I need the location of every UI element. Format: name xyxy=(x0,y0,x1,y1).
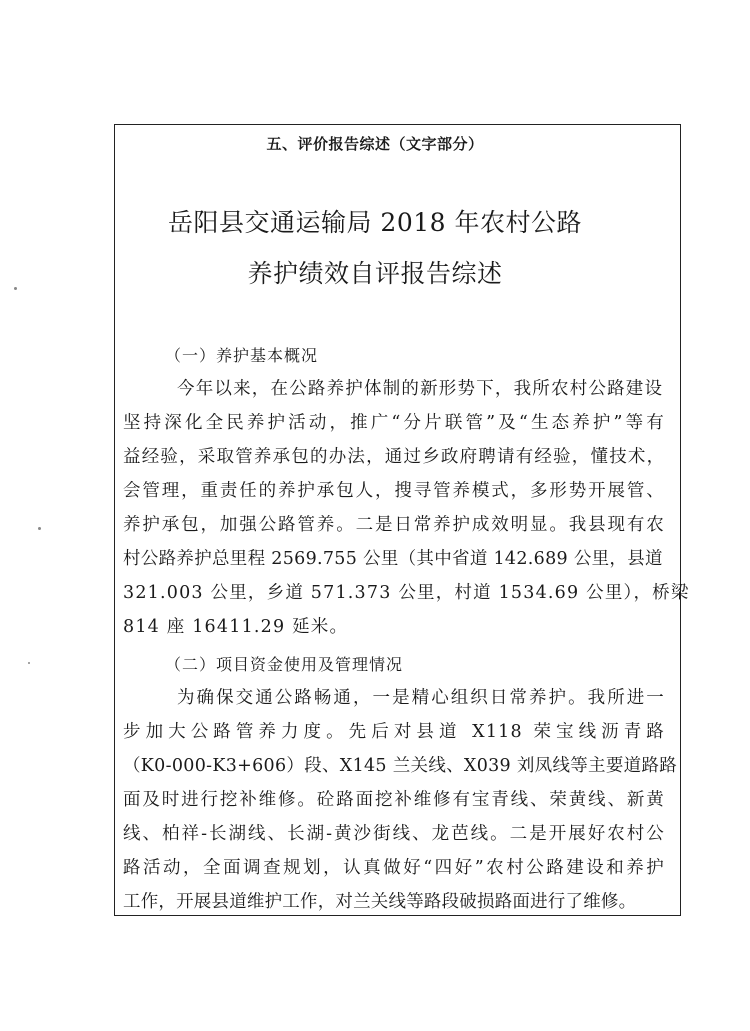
section-1-line: 益经验，采取管养承包的办法，通过乡政府聘请有经验，懂技术， xyxy=(123,447,666,467)
section-2-line: 路活动，全面调查规划，认真做好“四好”农村公路建设和养护 xyxy=(123,858,665,878)
section-2-line: 步加大公路管养力度。先后对县道 X118 荣宝线沥青路 xyxy=(123,722,665,742)
scan-speck xyxy=(28,662,30,664)
section-1-line: 321.003 公里，乡道 571.373 公里，村道 1534.69 公里），桥梁 xyxy=(123,583,690,603)
section-2-heading: （二）项目资金使用及管理情况 xyxy=(165,655,404,674)
section-2-line: 为确保交通公路畅通，一是精心组织日常养护。我所进一 xyxy=(177,688,665,708)
section-1-line: 814 座 16411.29 延米。 xyxy=(123,617,349,637)
section-1-line: 坚持深化全民养护活动，推广“分片联管”及“生态养护”等有 xyxy=(123,413,665,433)
section-2-line: 面及时进行挖补维修。砼路面挖补维修有宝青线、荣黄线、新黄 xyxy=(123,790,665,810)
report-title-line-2: 养护绩效自评报告综述 xyxy=(247,259,503,288)
section-2-line: 工作，开展县道维护工作，对兰关线等路段破损路面进行了维修。 xyxy=(123,892,637,912)
scan-speck xyxy=(14,287,17,290)
section-1-line: 今年以来，在公路养护体制的新形势下，我所农村公路建设 xyxy=(177,379,664,399)
section-1-heading: （一）养护基本概况 xyxy=(165,346,319,365)
section-1-line: 会管理，重责任的养护承包人，搜寻管养模式，多形势开展管、 xyxy=(123,481,665,501)
scan-speck xyxy=(38,527,41,530)
section-1-line: 村公路养护总里程 2569.755 公里（其中省道 142.689 公里，县道 xyxy=(123,549,663,569)
section-header: 五、评价报告综述（文字部分） xyxy=(266,135,484,153)
section-1-line: 养护承包，加强公路管养。二是日常养护成效明显。我县现有农 xyxy=(123,515,665,535)
report-title-line-1: 岳阳县交通运输局 2018 年农村公路 xyxy=(167,208,583,237)
section-2-line: （K0-000-K3+606）段、X145 兰关线、X039 刘凤线等主要道路路 xyxy=(123,756,678,776)
section-2-line: 线、柏祥-长湖线、长湖-黄沙街线、龙芭线。二是开展好农村公 xyxy=(123,824,665,844)
